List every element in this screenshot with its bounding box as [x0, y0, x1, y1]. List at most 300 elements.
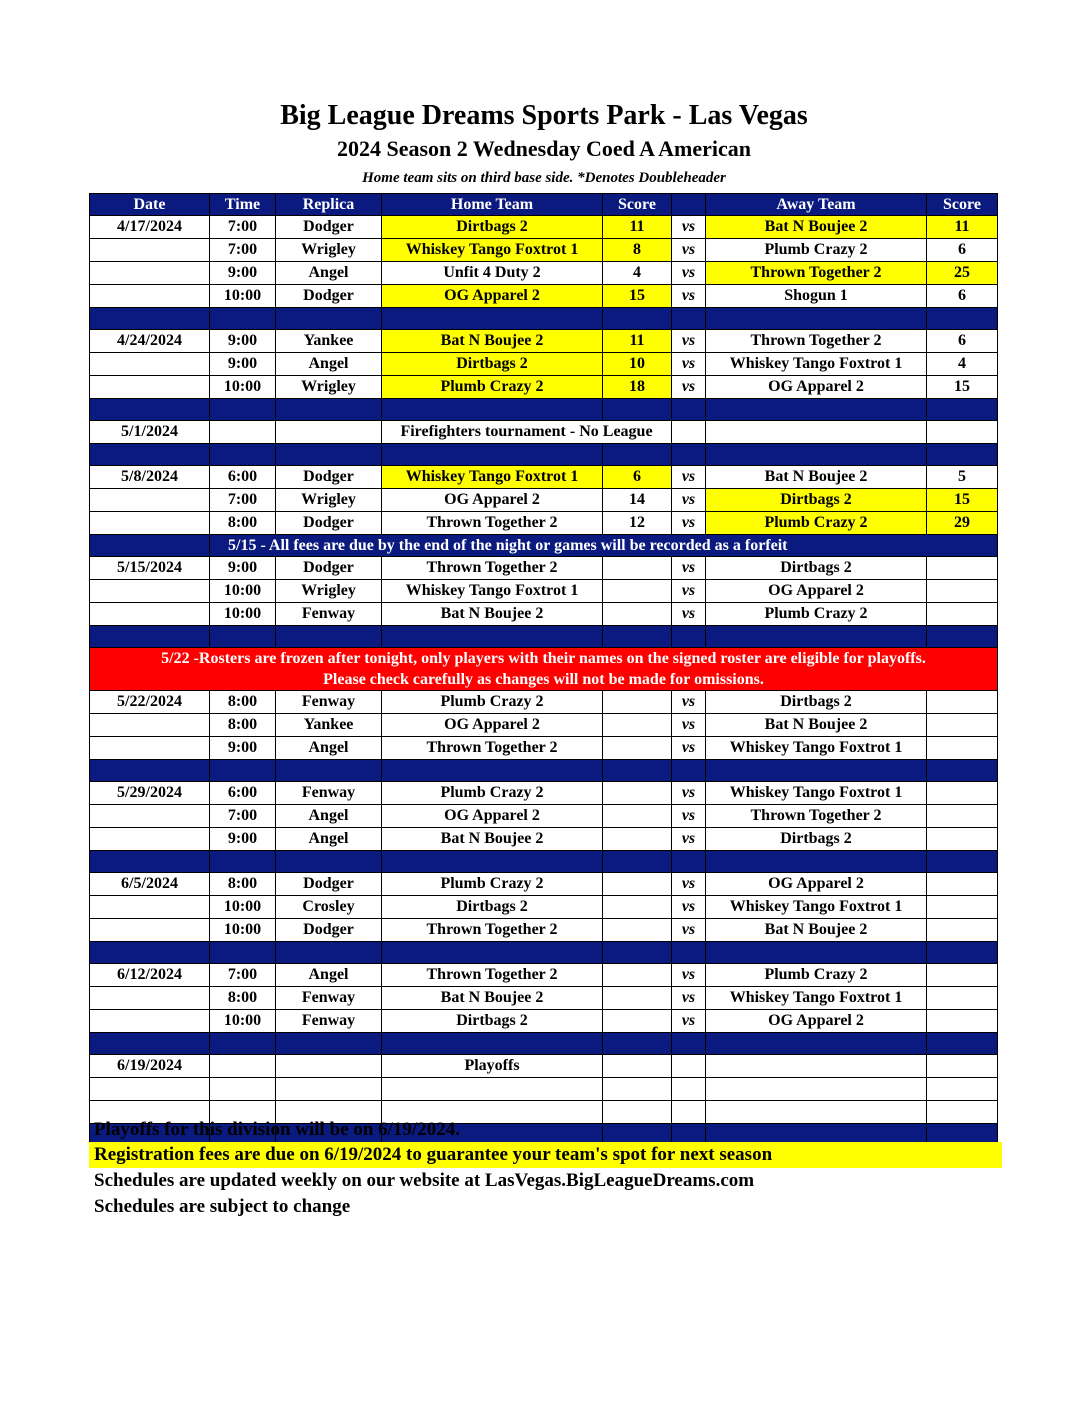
- game-row: [90, 987, 998, 1010]
- separator-cell: [672, 1033, 706, 1055]
- home-score: 4: [603, 262, 672, 285]
- away-score: [927, 737, 998, 760]
- home-team: Thrown Together 2: [382, 737, 603, 760]
- home-score: 12: [603, 512, 672, 535]
- home-team: Thrown Together 2: [382, 512, 603, 535]
- game-field: Dodger: [276, 873, 382, 896]
- separator-cell: [672, 308, 706, 330]
- home-score: [603, 737, 672, 760]
- game-row: [90, 239, 998, 262]
- separator-cell: [706, 626, 927, 648]
- game-field: Dodger: [276, 557, 382, 580]
- game-time: 6:00: [210, 782, 276, 805]
- away-score: [927, 964, 998, 987]
- game-time: 10:00: [210, 1010, 276, 1033]
- separator-cell: [276, 399, 382, 421]
- game-date: [90, 828, 210, 851]
- home-team: Dirtbags 2: [382, 1010, 603, 1033]
- vs-label: vs: [672, 285, 706, 308]
- separator-cell: [672, 851, 706, 873]
- game-field: Wrigley: [276, 580, 382, 603]
- home-team: OG Apparel 2: [382, 714, 603, 737]
- roster-warning-line1: 5/22 -Rosters are frozen after tonight, only players with their names on the signed roster are eligible for playoffs.: [161, 650, 926, 667]
- away-score: 5: [927, 466, 998, 489]
- separator-cell: [382, 444, 603, 466]
- home-team: [382, 1078, 603, 1101]
- header-time: Time: [210, 194, 276, 216]
- home-score: [603, 691, 672, 714]
- away-team: OG Apparel 2: [706, 873, 927, 896]
- away-team: Dirtbags 2: [706, 828, 927, 851]
- game-row: [90, 285, 998, 308]
- home-score: [603, 1078, 672, 1101]
- game-date: [90, 285, 210, 308]
- away-team: Thrown Together 2: [706, 262, 927, 285]
- game-field: Angel: [276, 737, 382, 760]
- separator-cell: [382, 1033, 603, 1055]
- separator-cell: [276, 942, 382, 964]
- footer-website-note: Schedules are updated weekly on our website at LasVegas.BigLeagueDreams.com: [94, 1170, 755, 1191]
- away-score: [927, 782, 998, 805]
- away-score: [927, 987, 998, 1010]
- home-score: [603, 805, 672, 828]
- header-replica: Replica: [276, 194, 382, 216]
- away-score: [927, 1010, 998, 1033]
- separator-cell: [603, 444, 672, 466]
- game-row: [90, 964, 998, 987]
- page-subtitle: 2024 Season 2 Wednesday Coed A American: [337, 136, 751, 161]
- home-team: OG Apparel 2: [382, 805, 603, 828]
- away-score: [927, 805, 998, 828]
- game-time: 6:00: [210, 466, 276, 489]
- game-field: Dodger: [276, 512, 382, 535]
- game-field: Angel: [276, 805, 382, 828]
- page-title: Big League Dreams Sports Park - Las Vegas: [280, 100, 808, 131]
- vs-label: vs: [672, 964, 706, 987]
- game-field: Fenway: [276, 1010, 382, 1033]
- notice-row: [90, 535, 998, 557]
- game-time: [210, 421, 276, 444]
- home-team: Plumb Crazy 2: [382, 376, 603, 399]
- away-score: 25: [927, 262, 998, 285]
- game-date: 5/15/2024: [90, 557, 210, 580]
- away-team: Plumb Crazy 2: [706, 964, 927, 987]
- roster-warning-row: [90, 648, 998, 691]
- vs-label: vs: [672, 216, 706, 239]
- vs-label: vs: [672, 239, 706, 262]
- game-row: [90, 330, 998, 353]
- game-row: [90, 580, 998, 603]
- away-score: [927, 557, 998, 580]
- home-score: 11: [603, 330, 672, 353]
- game-field: [276, 1055, 382, 1078]
- game-row: [90, 512, 998, 535]
- vs-label: vs: [672, 782, 706, 805]
- home-score: [603, 919, 672, 942]
- home-score: [603, 557, 672, 580]
- away-score: [927, 603, 998, 626]
- away-score: 6: [927, 330, 998, 353]
- game-date: 6/19/2024: [90, 1055, 210, 1078]
- roster-warning-line2: Please check carefully as changes will not be made for omissions.: [323, 671, 764, 688]
- game-time: 8:00: [210, 512, 276, 535]
- away-team: [706, 421, 927, 444]
- game-row: [90, 1078, 998, 1101]
- separator-cell: [382, 626, 603, 648]
- home-score: 15: [603, 285, 672, 308]
- away-score: 15: [927, 376, 998, 399]
- game-date: 5/1/2024: [90, 421, 210, 444]
- home-team: Dirtbags 2: [382, 353, 603, 376]
- footer-playoffs-note: Playoffs for this division will be on 6/19/2024.: [94, 1119, 460, 1140]
- separator-cell: [210, 1033, 276, 1055]
- home-score: 10: [603, 353, 672, 376]
- game-row: [90, 691, 998, 714]
- home-score: [603, 964, 672, 987]
- home-score: [603, 1010, 672, 1033]
- separator-cell: [927, 1033, 998, 1055]
- separator-row: [90, 942, 998, 964]
- header-away-score: Score: [927, 194, 998, 216]
- home-team: Dirtbags 2: [382, 216, 603, 239]
- game-date: 6/5/2024: [90, 873, 210, 896]
- separator-cell: [90, 942, 210, 964]
- separator-cell: [927, 851, 998, 873]
- separator-cell: [706, 942, 927, 964]
- game-row: [90, 421, 998, 444]
- game-time: 8:00: [210, 691, 276, 714]
- game-field: Wrigley: [276, 239, 382, 262]
- separator-row: [90, 760, 998, 782]
- separator-cell: [706, 444, 927, 466]
- game-time: 9:00: [210, 828, 276, 851]
- home-team: Bat N Boujee 2: [382, 828, 603, 851]
- home-team: Bat N Boujee 2: [382, 330, 603, 353]
- game-row: [90, 1055, 998, 1078]
- away-score: 4: [927, 353, 998, 376]
- separator-cell: [210, 626, 276, 648]
- home-score: [603, 782, 672, 805]
- game-field: Dodger: [276, 285, 382, 308]
- game-date: [90, 987, 210, 1010]
- separator-cell: [672, 444, 706, 466]
- separator-cell: [672, 626, 706, 648]
- away-team: OG Apparel 2: [706, 580, 927, 603]
- home-score: 14: [603, 489, 672, 512]
- away-score: [927, 1078, 998, 1101]
- separator-cell: [382, 760, 603, 782]
- game-date: [90, 262, 210, 285]
- separator-cell: [603, 399, 672, 421]
- header-vs: [672, 194, 706, 216]
- vs-label: vs: [672, 489, 706, 512]
- home-score: [603, 603, 672, 626]
- game-field: Fenway: [276, 691, 382, 714]
- vs-label: vs: [672, 987, 706, 1010]
- game-row: [90, 262, 998, 285]
- separator-cell: [927, 626, 998, 648]
- vs-label: vs: [672, 805, 706, 828]
- vs-label: [672, 421, 706, 444]
- home-team: Thrown Together 2: [382, 964, 603, 987]
- game-time: 9:00: [210, 737, 276, 760]
- away-team: Dirtbags 2: [706, 489, 927, 512]
- game-date: 4/17/2024: [90, 216, 210, 239]
- home-team: Bat N Boujee 2: [382, 603, 603, 626]
- away-score: [927, 580, 998, 603]
- game-field: Angel: [276, 262, 382, 285]
- game-date: [90, 603, 210, 626]
- vs-label: vs: [672, 919, 706, 942]
- separator-cell: [90, 626, 210, 648]
- separator-row: [90, 444, 998, 466]
- vs-label: vs: [672, 330, 706, 353]
- separator-row: [90, 1033, 998, 1055]
- game-time: 7:00: [210, 805, 276, 828]
- separator-cell: [603, 308, 672, 330]
- separator-cell: [382, 851, 603, 873]
- game-date: [90, 1078, 210, 1101]
- game-date: [90, 512, 210, 535]
- table-header-row: [90, 194, 998, 216]
- vs-label: [672, 1055, 706, 1078]
- away-score: 29: [927, 512, 998, 535]
- game-time: 7:00: [210, 964, 276, 987]
- separator-row: [90, 851, 998, 873]
- game-row: [90, 805, 998, 828]
- game-time: 9:00: [210, 557, 276, 580]
- game-row: [90, 873, 998, 896]
- game-field: Angel: [276, 353, 382, 376]
- away-team: [706, 1055, 927, 1078]
- schedule-table: [89, 193, 998, 1146]
- separator-cell: [706, 1033, 927, 1055]
- game-row: [90, 782, 998, 805]
- home-team: OG Apparel 2: [382, 489, 603, 512]
- vs-label: vs: [672, 376, 706, 399]
- game-date: 4/24/2024: [90, 330, 210, 353]
- separator-cell: [706, 851, 927, 873]
- separator-cell: [210, 942, 276, 964]
- away-team: Bat N Boujee 2: [706, 466, 927, 489]
- game-row: [90, 466, 998, 489]
- game-date: [90, 714, 210, 737]
- separator-cell: [276, 626, 382, 648]
- away-team: Whiskey Tango Foxtrot 1: [706, 737, 927, 760]
- separator-cell: [276, 308, 382, 330]
- home-team: Playoffs: [382, 1055, 603, 1078]
- header-date: Date: [90, 194, 210, 216]
- game-date: [90, 805, 210, 828]
- vs-label: vs: [672, 512, 706, 535]
- away-team: OG Apparel 2: [706, 376, 927, 399]
- separator-cell: [927, 399, 998, 421]
- game-date: [90, 239, 210, 262]
- game-time: 10:00: [210, 603, 276, 626]
- away-team: [706, 1078, 927, 1101]
- game-time: 10:00: [210, 580, 276, 603]
- home-team: Whiskey Tango Foxtrot 1: [382, 580, 603, 603]
- separator-cell: [706, 399, 927, 421]
- game-field: Fenway: [276, 782, 382, 805]
- away-score: [927, 828, 998, 851]
- game-row: [90, 1010, 998, 1033]
- game-field: [276, 421, 382, 444]
- game-date: [90, 489, 210, 512]
- separator-cell: [706, 760, 927, 782]
- away-score: [927, 714, 998, 737]
- game-time: 10:00: [210, 376, 276, 399]
- game-time: [210, 1078, 276, 1101]
- separator-cell: [672, 942, 706, 964]
- game-time: [210, 1055, 276, 1078]
- home-team: Thrown Together 2: [382, 557, 603, 580]
- home-team: Whiskey Tango Foxtrot 1: [382, 466, 603, 489]
- game-date: 5/8/2024: [90, 466, 210, 489]
- away-team: Whiskey Tango Foxtrot 1: [706, 896, 927, 919]
- separator-cell: [603, 760, 672, 782]
- event-note: Firefighters tournament - No League: [382, 421, 672, 444]
- away-score: 6: [927, 285, 998, 308]
- notice-text: 5/15 - All fees are due by the end of the night or games will be recorded as a forfeit: [210, 535, 998, 557]
- home-score: [603, 580, 672, 603]
- separator-cell: [90, 444, 210, 466]
- vs-label: vs: [672, 737, 706, 760]
- vs-label: vs: [672, 603, 706, 626]
- separator-cell: [276, 760, 382, 782]
- separator-cell: [276, 444, 382, 466]
- away-score: 15: [927, 489, 998, 512]
- home-team: Bat N Boujee 2: [382, 987, 603, 1010]
- roster-warning: [90, 648, 998, 691]
- separator-row: [90, 308, 998, 330]
- home-score: [603, 1055, 672, 1078]
- home-team: Plumb Crazy 2: [382, 691, 603, 714]
- separator-cell: [706, 308, 927, 330]
- away-score: [927, 691, 998, 714]
- home-score: 6: [603, 466, 672, 489]
- game-row: [90, 896, 998, 919]
- home-score: [603, 873, 672, 896]
- separator-cell: [276, 851, 382, 873]
- game-field: Wrigley: [276, 489, 382, 512]
- game-time: 10:00: [210, 896, 276, 919]
- game-field: [276, 1078, 382, 1101]
- game-field: Dodger: [276, 216, 382, 239]
- away-score: [927, 421, 998, 444]
- separator-cell: [276, 1033, 382, 1055]
- game-time: 7:00: [210, 239, 276, 262]
- game-row: [90, 919, 998, 942]
- separator-cell: [90, 1033, 210, 1055]
- separator-cell: [382, 308, 603, 330]
- home-team: Whiskey Tango Foxtrot 1: [382, 239, 603, 262]
- vs-label: vs: [672, 691, 706, 714]
- game-date: [90, 919, 210, 942]
- away-team: Dirtbags 2: [706, 557, 927, 580]
- separator-cell: [927, 942, 998, 964]
- vs-label: vs: [672, 353, 706, 376]
- header-home-team: Home Team: [382, 194, 603, 216]
- away-score: [927, 873, 998, 896]
- separator-cell: [672, 399, 706, 421]
- away-team: Plumb Crazy 2: [706, 512, 927, 535]
- header-away-team: Away Team: [706, 194, 927, 216]
- away-team: Plumb Crazy 2: [706, 603, 927, 626]
- home-score: 8: [603, 239, 672, 262]
- vs-label: vs: [672, 873, 706, 896]
- separator-cell: [672, 760, 706, 782]
- separator-cell: [382, 399, 603, 421]
- vs-label: vs: [672, 896, 706, 919]
- away-team: Thrown Together 2: [706, 805, 927, 828]
- separator-row: [90, 626, 998, 648]
- separator-cell: [603, 626, 672, 648]
- game-field: Wrigley: [276, 376, 382, 399]
- vs-label: [672, 1078, 706, 1101]
- away-team: Bat N Boujee 2: [706, 216, 927, 239]
- home-team: Unfit 4 Duty 2: [382, 262, 603, 285]
- separator-cell: [90, 851, 210, 873]
- game-row: [90, 376, 998, 399]
- separator-cell: [927, 444, 998, 466]
- game-time: 9:00: [210, 330, 276, 353]
- game-time: 9:00: [210, 262, 276, 285]
- game-row: [90, 828, 998, 851]
- away-team: Bat N Boujee 2: [706, 919, 927, 942]
- separator-cell: [210, 444, 276, 466]
- separator-cell: [927, 308, 998, 330]
- game-date: [90, 737, 210, 760]
- page-note: Home team sits on third base side. *Denotes Doubleheader: [362, 170, 726, 186]
- home-score: [603, 714, 672, 737]
- away-score: 11: [927, 216, 998, 239]
- home-score: [603, 896, 672, 919]
- game-row: [90, 353, 998, 376]
- separator-cell: [210, 760, 276, 782]
- away-team: Whiskey Tango Foxtrot 1: [706, 353, 927, 376]
- separator-cell: [210, 308, 276, 330]
- home-team: OG Apparel 2: [382, 285, 603, 308]
- separator-cell: [90, 399, 210, 421]
- separator-cell: [603, 942, 672, 964]
- game-field: Angel: [276, 964, 382, 987]
- away-team: Shogun 1: [706, 285, 927, 308]
- game-row: [90, 714, 998, 737]
- home-team: Dirtbags 2: [382, 896, 603, 919]
- away-score: [927, 919, 998, 942]
- game-date: 5/22/2024: [90, 691, 210, 714]
- game-time: 8:00: [210, 714, 276, 737]
- game-time: 7:00: [210, 489, 276, 512]
- vs-label: vs: [672, 828, 706, 851]
- game-row: [90, 216, 998, 239]
- separator-cell: [603, 1033, 672, 1055]
- home-score: 11: [603, 216, 672, 239]
- schedule-body: [90, 216, 998, 1146]
- game-date: [90, 376, 210, 399]
- separator-cell: [210, 851, 276, 873]
- game-date: [90, 896, 210, 919]
- away-team: Plumb Crazy 2: [706, 239, 927, 262]
- away-score: [927, 1055, 998, 1078]
- home-team: Plumb Crazy 2: [382, 782, 603, 805]
- footer-registration-note: Registration fees are due on 6/19/2024 to guarantee your team's spot for next season: [89, 1142, 1002, 1168]
- separator-row: [90, 399, 998, 421]
- away-team: OG Apparel 2: [706, 1010, 927, 1033]
- game-date: [90, 353, 210, 376]
- footer-change-note: Schedules are subject to change: [94, 1196, 351, 1217]
